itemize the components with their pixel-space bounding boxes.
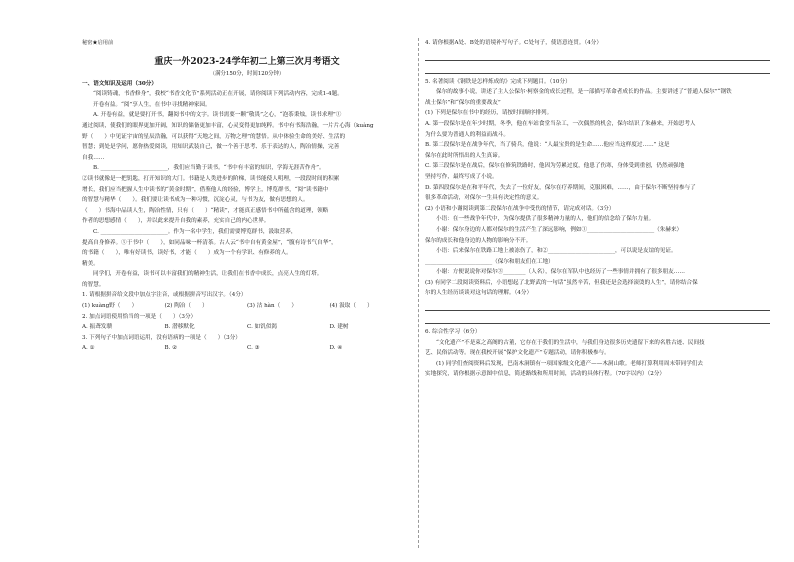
answer-line [425,51,770,61]
option: (2) 陶冶（ ） [164,303,208,310]
passage-line: 艺、民俗活动等。现在我校开展“保护文化遗产”专题活动，请你积极参与。 [425,350,610,357]
dialogue-line: 保尔的成长和他身边的人物的影响分不开。 [425,237,532,244]
passage-line: 作者的思想感情（ ），并以此来提升自我的素养，充实自己的内心世界。 [82,218,270,225]
passage-line: A. 开卷有益，就是要打开书，翻阅书中的文字。读书需要一颗“敬畏”之心，“泡茶秉烛，读书求理”① [93,112,342,119]
passage-line: 精美。 [82,260,99,267]
option: C. ③ [247,345,260,352]
dialogue-line: 小语：后来保尔在铁路工地上被冻伤了，和②________________________，可以说是友谊的见证。 [436,248,677,255]
passage-line: 智慧；到处是学问，愿你热爱阅读，用知识武装自己，做一个善于思考、乐于表达的人，陶冶情操，完善 [82,144,340,151]
column-divider [418,38,419,548]
passage-line: B. 第二段保尔是在战争年代，当了骑兵，他说：“人最宝贵的是生命……他应当这样度过……” 这是 [425,142,670,149]
sub-question: (3) 有同学二段阅读资料后，小语想起了北野武的一句话“虽然辛苦，但我还是会选择滚烫的人生”，请你结合保 [425,279,698,286]
sub-question: (1) 下列是保尔在书中的经历，请按时间顺序排列。 [425,110,553,117]
passage-line: 通过阅读，使我们的眼界更加开阔，知识的储备更加丰富，心灵变得更加纯粹。书中有书海浩瀚，一片片心海（kuàng [82,122,374,129]
passage-line: ②读书就像是一把钥匙，打开知识的大门。书籍是人类进步的阶梯，读书能使人明理，一段段时间的积累 [82,175,340,182]
sub-question: 尔的人生经历谈谈对这句话的理解。（4分） [425,290,533,297]
passage-line: 保尔的故事小说，讲述了主人公保尔·柯察金的成长过程，是一部描写革命者成长的作品。主要讲述了“普通人保尔”“钢铁 [436,89,732,96]
passage-line: 很多革命活动，对保尔一生具有决定性的意义。 [425,195,543,202]
section-heading: 一、语文知识及运用（30分） [82,80,157,87]
question-5: 5. 名著阅读《钢铁是怎样炼成的》完成下列题目。（10分） [425,78,571,85]
dialogue-line: ________________________（保尔和朋友们在工地） [425,258,554,265]
option: (4) 汲取（ ） [329,303,373,310]
question-4: 4. 请你根据A处、B处的语境补写句子。C处句子，使语意连贯。（4分） [425,40,602,46]
passage-line: 实地探究，请你根据示意图中信息，简述路线和所用时间，活动的具体行程。（70字以内）（2分） [425,371,666,378]
passage-line: 的书籍（ ），唯有好读书，读好书，才能（ ）成为一个有学识、有修养的人。 [82,250,292,257]
option: D. ④ [329,345,343,352]
answer-line [425,64,770,74]
sub-question: (2) 小语和小谢阅读到第二段保尔在战争中受伤的情节，请完成对话。（3分） [425,205,615,212]
option: C. 如饥似渴 [247,324,278,331]
right-column [425,38,770,554]
closing-line: 的智慧。 [82,281,105,288]
question-2: 2. 加点词语使用恰当的一项是（ ）（3分） [82,313,197,320]
question-6: 6. 综合性学习（6分） [425,329,481,336]
answer-line [425,301,770,311]
passage-line: B. ________________________，我们应当勤于读书。“书中有丰富的知识，学海无涯苦作舟”。 [93,165,325,172]
exam-meta: （满分150分，时间120分钟） [209,70,285,77]
closing-line: 同学们，开卷有益，读书可以丰富我们的精神生活，让我们在书香中成长，点亮人生的灯塔。 [93,271,323,278]
question-1: 1. 请根据拼音给文段中加点字注音，或根据拼音写出汉字。（4分） [82,292,247,299]
passage-line: 增长，我们应当把握人生中读书的“黄金时期”，借鉴他人的经验，博学上，博览群书，“阅”读书籍中 [82,186,329,193]
question-1-options [82,301,412,312]
passage-line: 自我…… [82,154,105,161]
passage-line: 提高自身修养。⑤于书中（ ），如同品味一杯清茶。古人云“书中自有黄金屋”，“腹有诗书气自华”， [82,239,337,246]
secret-mark: 秘密★启用前 [82,40,114,46]
answer-line [425,314,770,324]
option: A. ① [82,345,95,352]
passage-line: 坚持写作，最终写成了小说。 [425,173,498,180]
question-2-options [82,322,412,333]
passage-line: (1) 同学们查阅资料后发现，巴南木洞镇有一项国家级文化遗产——木洞山歌。老师打算利用周末带同学们去 [436,360,704,367]
passage-line: A. 第一段保尔是在年少时期，冬季，他在车站食堂当杂工，一次偶然的机会，保尔结识了朱赫来，开始思考人 [425,120,696,127]
dialogue-line: 小谢：方便说说你对保尔③________（人名），保尔在军队中也经历了一些事情并拥有了很多朋友…… [436,269,685,276]
intro-text: “阅读铸魂，书香修身”，我校“书香文化节”系列活动正在开展，请你阅读下列活动内容，完成1-4题。 [93,91,343,98]
option: (1) kuàng野（ ） [82,303,138,310]
passage-line: C. 第三段保尔是在战后，保尔在修筑铁路时，他因为劳累过度，他患了伤寒，身体受到重创，仍然顽强地 [425,163,685,170]
left-column [82,38,412,554]
passage-line: （ ）书海中品读人生，陶冶性情，只有（ ）“精读”，才能真正感悟书中所蕴含的道理，领略 [82,207,329,214]
question-3-options [82,343,412,354]
dialogue-line: 小谢：保尔身边的人都对保尔的生活产生了深远影响，例如①________________________（朱赫来） [436,226,683,233]
dialogue-line: 小语：在一些战争年代中，为保尔提供了很多精神力量的人，他们的信念给了保尔力量。 [436,216,655,223]
option: A. 振聋发聩 [82,324,112,331]
passage-line: “文化遗产”不是束之高阁的古董，它存在于我们的生活中，与我们身边很多历史遗留下来的名胜古迹、民间技 [436,339,705,346]
passage-line: 野（ ）中见证宇宙的星辰浩瀚，可以获得“天地之间，万物之理”的慧悟。从中体验生命的美好、生活的 [82,133,346,140]
page-title: 重庆一外2023-24学年初二上第三次月考语文 [154,56,340,67]
passage-line: 为什么要为普通人的利益而战斗。 [425,131,509,138]
option: (3) 沽 hàn（ ） [247,303,297,310]
passage-line: C. ________________________。作为一名中学生，我们需要博览群书，汲取营养， [93,228,297,235]
open-text: 开卷有益。“阅”享人生，在书中寻找精神家园。 [93,101,211,108]
option: D. 建树 [329,324,349,331]
passage-line: 的智慧与精华（ ）。我们要让读书成为一种习惯，沉淀心灵，与书为友，做有思想的人。 [82,197,309,204]
option: B. ② [164,345,178,352]
question-3: 3. 下列句子中加点词语运用，没有语病的一项是（ ）（3分） [82,334,241,341]
passage-line: 保尔在此时所悟出的人生真谛。 [425,152,504,159]
passage-line: D. 第四段保尔是在和平年代，失去了一位好友，保尔在疗养期间，克服困难，……，由于保尔不断坚持参与了 [425,184,696,191]
passage-line: 战士保尔”和“保尔的重要战友” [425,99,501,106]
option: B. 潜移默化 [164,324,195,331]
